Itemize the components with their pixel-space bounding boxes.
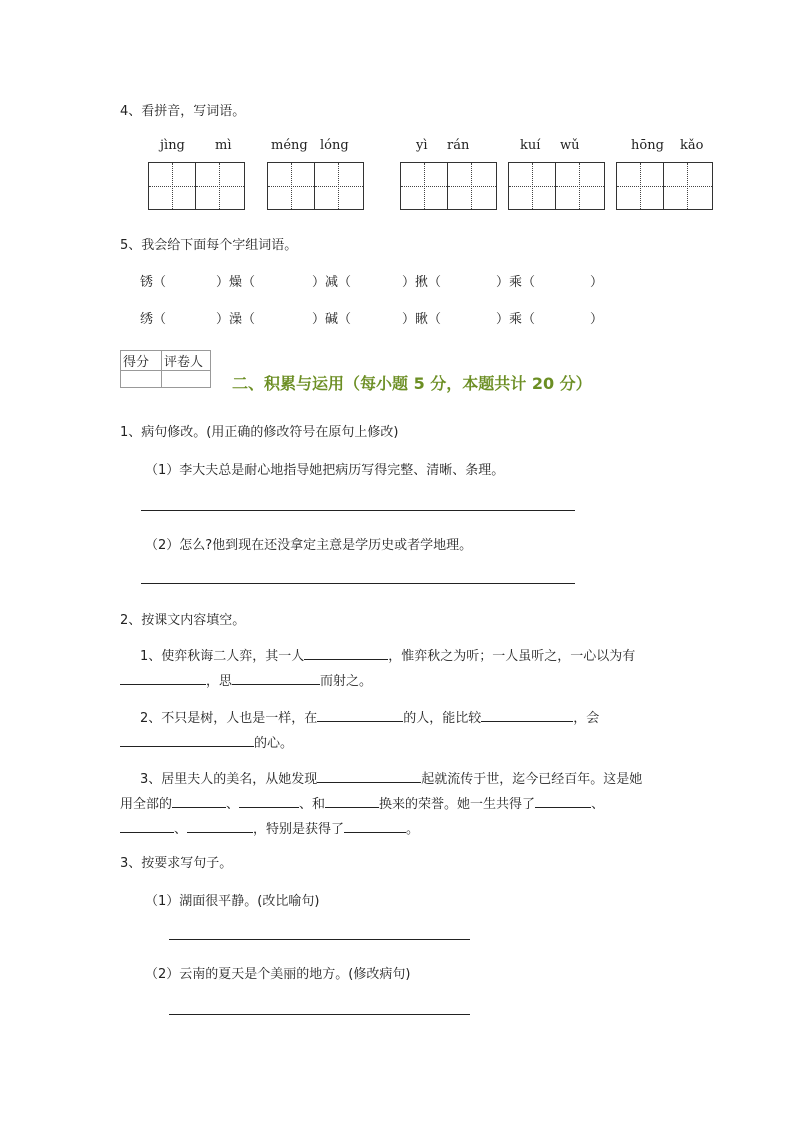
word-cell: ）瞅（	[402, 312, 442, 327]
word-cell: ）揪（	[402, 275, 442, 290]
s2-para-2-line-2: 的心。	[120, 732, 293, 751]
fill-blank[interactable]	[317, 768, 421, 783]
s1-item-1: （1）李大夫总是耐心地指导她把病历写得完整、清晰、条理。	[145, 463, 505, 478]
char-box[interactable]	[556, 163, 604, 209]
fill-blank[interactable]	[120, 818, 174, 833]
word-cell: ）澡（	[216, 312, 256, 327]
s2-para-3-line-1: 3、居里夫人的美名，从她发现 起就流传于世，迄今已经百年。这是她	[140, 768, 642, 787]
s2-para-1-line-1: 1、使弈秋诲二人弈，其一人 ，惟弈秋之为听；一人虽听之，一心以为有	[140, 645, 635, 664]
char-box[interactable]	[448, 163, 496, 209]
s2-para-3-line-3: 、 ，特别是获得了 。	[120, 818, 419, 837]
s2-para-3-line-2: 用全部的 、 、和 换来的荣誉。她一生共得了 、	[120, 793, 604, 812]
fill-blank[interactable]	[325, 793, 379, 808]
s2-para-1-line-2: ，思 而射之。	[120, 670, 372, 689]
char-box[interactable]	[664, 163, 712, 209]
word-cell: ）燥（	[216, 275, 256, 290]
char-box[interactable]	[509, 163, 556, 209]
s3-title: 3、按要求写句子。	[120, 856, 233, 871]
answer-line[interactable]	[169, 939, 470, 940]
word-cell: 绣（	[140, 312, 167, 327]
word-cell: ）乘（	[496, 312, 536, 327]
word-cell: ）乘（	[496, 275, 536, 290]
pinyin-syllable: mì	[215, 138, 232, 153]
pinyin-syllable: hōng	[631, 138, 664, 153]
pinyin-syllable: wǔ	[560, 138, 580, 153]
char-box[interactable]	[196, 163, 244, 209]
word-cell: ）	[590, 275, 604, 290]
score-cell[interactable]	[121, 371, 162, 388]
s3-item-1: （1）湖面很平静。(改比喻句)	[145, 894, 320, 909]
pinyin-syllable: lóng	[320, 138, 349, 153]
fill-blank[interactable]	[232, 670, 320, 685]
word-row-1	[140, 271, 620, 289]
s1-title: 1、病句修改。(用正确的修改符号在原句上修改)	[120, 425, 399, 440]
pinyin-syllable: kuí	[520, 138, 541, 153]
fill-blank[interactable]	[304, 645, 388, 660]
s2-para-2-line-1: 2、不只是树，人也是一样，在 的人，能比较 ，会	[140, 707, 599, 726]
char-box[interactable]	[268, 163, 315, 209]
writing-boxes[interactable]	[267, 162, 364, 210]
fill-blank[interactable]	[535, 793, 591, 808]
writing-boxes[interactable]	[508, 162, 605, 210]
writing-boxes[interactable]	[400, 162, 497, 210]
grader-header: 评卷人	[162, 351, 211, 371]
q4-title: 4、看拼音，写词语。	[120, 104, 246, 119]
fill-blank[interactable]	[481, 707, 573, 722]
answer-line[interactable]	[169, 1014, 470, 1015]
word-cell: 锈（	[140, 275, 167, 290]
writing-boxes[interactable]	[148, 162, 245, 210]
score-table	[120, 350, 211, 388]
s1-item-2: （2）怎么?他到现在还没拿定主意是学历史或者学地理。	[145, 538, 473, 553]
word-cell: ）	[590, 312, 604, 327]
answer-line[interactable]	[141, 583, 575, 584]
char-box[interactable]	[401, 163, 448, 209]
writing-boxes[interactable]	[616, 162, 713, 210]
pinyin-syllable: méng	[271, 138, 308, 153]
score-header: 得分	[121, 351, 162, 371]
pinyin-syllable: rán	[447, 138, 470, 153]
char-box[interactable]	[149, 163, 196, 209]
fill-blank[interactable]	[120, 732, 254, 747]
s2-title: 2、按课文内容填空。	[120, 613, 246, 628]
word-row-2	[140, 308, 620, 326]
answer-line[interactable]	[141, 510, 575, 511]
char-box[interactable]	[315, 163, 363, 209]
q5-title: 5、我会给下面每个字组词语。	[120, 238, 298, 253]
grader-cell[interactable]	[162, 371, 211, 388]
pinyin-syllable: yì	[416, 138, 428, 153]
fill-blank[interactable]	[187, 818, 253, 833]
fill-blank[interactable]	[239, 793, 299, 808]
pinyin-syllable: jìng	[160, 138, 185, 153]
fill-blank[interactable]	[317, 707, 403, 722]
pinyin-syllable: kǎo	[680, 138, 704, 153]
word-cell: ）减（	[312, 275, 352, 290]
s3-item-2: （2）云南的夏天是个美丽的地方。(修改病句)	[145, 967, 411, 982]
word-cell: ）碱（	[312, 312, 352, 327]
fill-blank[interactable]	[172, 793, 226, 808]
char-box[interactable]	[617, 163, 664, 209]
section-2-title: 二、积累与运用（每小题 5 分，本题共计 20 分）	[232, 374, 592, 393]
fill-blank[interactable]	[344, 818, 406, 833]
fill-blank[interactable]	[120, 670, 206, 685]
